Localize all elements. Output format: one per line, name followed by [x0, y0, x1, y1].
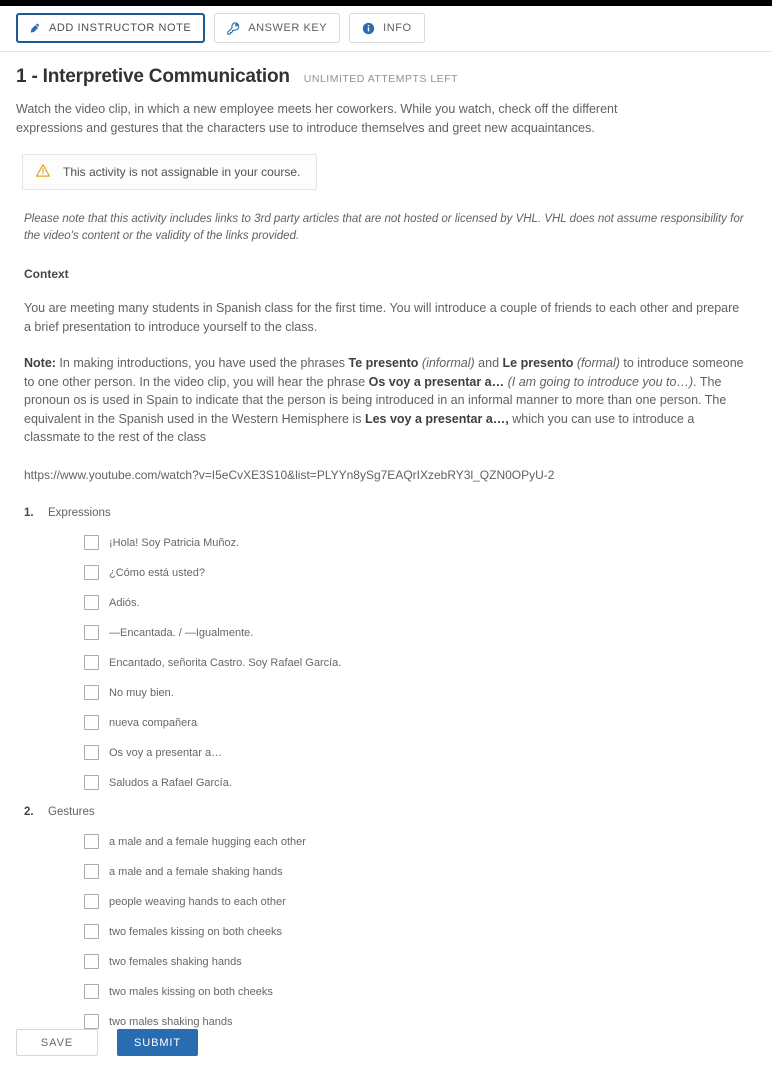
checkbox-input[interactable]	[84, 655, 99, 670]
option-label[interactable]: Saludos a Rafael García.	[109, 776, 232, 789]
question-number: 1.	[24, 506, 34, 519]
note-part4: . The pronoun os is used in Spain to indicate that the person is being introduced in an informal manner to more than one person. The equivalent in the Spanish used in the Western Hemisphere is	[24, 374, 727, 426]
question-number: 2.	[24, 805, 34, 818]
page-title: 1 - Interpretive Communication	[16, 66, 290, 87]
checkbox-option[interactable]	[16, 857, 756, 887]
note-paragraph	[24, 354, 747, 447]
not-assignable-alert	[22, 154, 317, 190]
checkbox-input[interactable]	[84, 834, 99, 849]
option-label[interactable]: No muy bien.	[109, 686, 174, 699]
option-label[interactable]: ¡Hola! Soy Patricia Muñoz.	[109, 536, 240, 549]
note-part2: and	[474, 356, 503, 370]
checkbox-input[interactable]	[84, 745, 99, 760]
instructor-toolbar	[0, 6, 772, 52]
checkbox-option[interactable]	[16, 947, 756, 977]
option-label[interactable]: two males kissing on both cheeks	[109, 985, 273, 998]
checkbox-input[interactable]	[84, 715, 99, 730]
checkbox-input[interactable]	[84, 1014, 99, 1029]
note-part1: In making introductions, you have used the phrases	[55, 356, 349, 370]
question-header	[16, 806, 756, 818]
question-block	[16, 806, 756, 1037]
activity-instructions: Watch the video clip, in which a new employee meets her coworkers. While you watch, check off the different expressions and gestures that the characters use to introduce themselves and greet new acquaintances.	[16, 102, 618, 135]
warning-triangle-icon	[36, 164, 50, 180]
video-url[interactable]: https://www.youtube.com/watch?v=I5eCvXE3S10&list=PLYYn8ySg7EAQrIXzebRY3l_QZN0OPyU-2	[24, 467, 555, 482]
info-label: INFO	[383, 22, 412, 34]
option-label[interactable]: —Encantada. / —Igualmente.	[109, 626, 254, 639]
checkbox-option[interactable]	[16, 708, 756, 738]
note-bold3: Os voy a presentar a…	[368, 374, 505, 389]
checkbox-input[interactable]	[84, 924, 99, 939]
checkbox-option[interactable]	[16, 887, 756, 917]
note-label: Note:	[24, 356, 56, 370]
option-label[interactable]: two females kissing on both cheeks	[109, 925, 283, 938]
action-footer	[0, 1029, 772, 1072]
checkbox-input[interactable]	[84, 565, 99, 580]
checkbox-input[interactable]	[84, 775, 99, 790]
option-label[interactable]: ¿Cómo está usted?	[109, 566, 205, 579]
option-label[interactable]: Adiós.	[109, 596, 140, 609]
checkbox-option[interactable]	[16, 588, 756, 618]
checkbox-option[interactable]	[16, 977, 756, 1007]
checkbox-input[interactable]	[84, 864, 99, 879]
option-label[interactable]: a male and a female shaking hands	[109, 865, 283, 878]
option-label[interactable]: two males shaking hands	[109, 1015, 233, 1028]
key-icon	[227, 22, 240, 35]
save-button[interactable]: SAVE	[16, 1029, 98, 1056]
add-instructor-note-button[interactable]	[16, 13, 205, 43]
checkbox-input[interactable]	[84, 685, 99, 700]
context-paragraph: You are meeting many students in Spanish class for the first time. You will introduce a couple of friends to each other and prepare a brief presentation to introduce yourself to the class.	[24, 301, 740, 334]
checkbox-input[interactable]	[84, 535, 99, 550]
activity-content	[0, 52, 772, 1037]
checkbox-input[interactable]	[84, 984, 99, 999]
option-label[interactable]: a male and a female hugging each other	[109, 835, 306, 848]
third-party-disclaimer: Please note that this activity includes links to 3rd party articles that are not hosted or licensed by VHL. VHL does not assume responsibility for the video's content or the validity of the links provided.	[24, 213, 744, 242]
option-label[interactable]: Encantado, señorita Castro. Soy Rafael García.	[109, 656, 342, 669]
question-header	[16, 507, 756, 519]
checkbox-input[interactable]	[84, 625, 99, 640]
note-italic3: (I am going to introduce you to…)	[507, 374, 694, 389]
info-button[interactable]	[349, 13, 424, 43]
checkbox-input[interactable]	[84, 954, 99, 969]
info-icon	[362, 22, 375, 35]
checkbox-option[interactable]	[16, 827, 756, 857]
attempts-left-label: UNLIMITED ATTEMPTS LEFT	[303, 73, 459, 85]
questions-list	[16, 507, 756, 1037]
option-label[interactable]: people weaving hands to each other	[109, 895, 286, 908]
checkbox-option[interactable]	[16, 768, 756, 798]
checkbox-option[interactable]	[16, 917, 756, 947]
checkbox-option[interactable]	[16, 618, 756, 648]
checkbox-option[interactable]	[16, 558, 756, 588]
option-label[interactable]: nueva compañera	[109, 716, 198, 729]
note-part3: to introduce someone to one other person. In the video clip, you will hear the phrase	[24, 356, 744, 389]
answer-key-button[interactable]	[214, 13, 340, 43]
submit-button[interactable]: SUBMIT	[117, 1029, 198, 1056]
note-italic1: (informal)	[421, 356, 475, 370]
note-bold1: Te presento	[348, 356, 419, 370]
checkbox-input[interactable]	[84, 894, 99, 909]
pencil-icon	[30, 23, 41, 34]
note-bold2: Le presento	[502, 356, 574, 370]
checkbox-option[interactable]	[16, 678, 756, 708]
option-label[interactable]: Os voy a presentar a…	[109, 746, 223, 759]
context-heading: Context	[24, 267, 69, 281]
add-instructor-note-label: ADD INSTRUCTOR NOTE	[49, 22, 192, 34]
note-italic2: (formal)	[576, 356, 620, 370]
checkbox-option[interactable]	[16, 528, 756, 558]
checkbox-input[interactable]	[84, 595, 99, 610]
checkbox-option[interactable]	[16, 648, 756, 678]
note-part5: which you can use to introduce a classmate to the rest of the class	[24, 411, 695, 444]
question-block	[16, 507, 756, 798]
title-row	[16, 66, 756, 88]
question-label: Gestures	[48, 805, 95, 818]
option-list	[16, 528, 756, 798]
answer-key-label: ANSWER KEY	[248, 22, 328, 34]
note-bold4: Les voy a presentar a…,	[364, 411, 509, 426]
question-label: Expressions	[48, 506, 111, 519]
alert-message: This activity is not assignable in your course.	[63, 165, 301, 179]
option-list	[16, 827, 756, 1037]
checkbox-option[interactable]	[16, 738, 756, 768]
option-label[interactable]: two females shaking hands	[109, 955, 242, 968]
